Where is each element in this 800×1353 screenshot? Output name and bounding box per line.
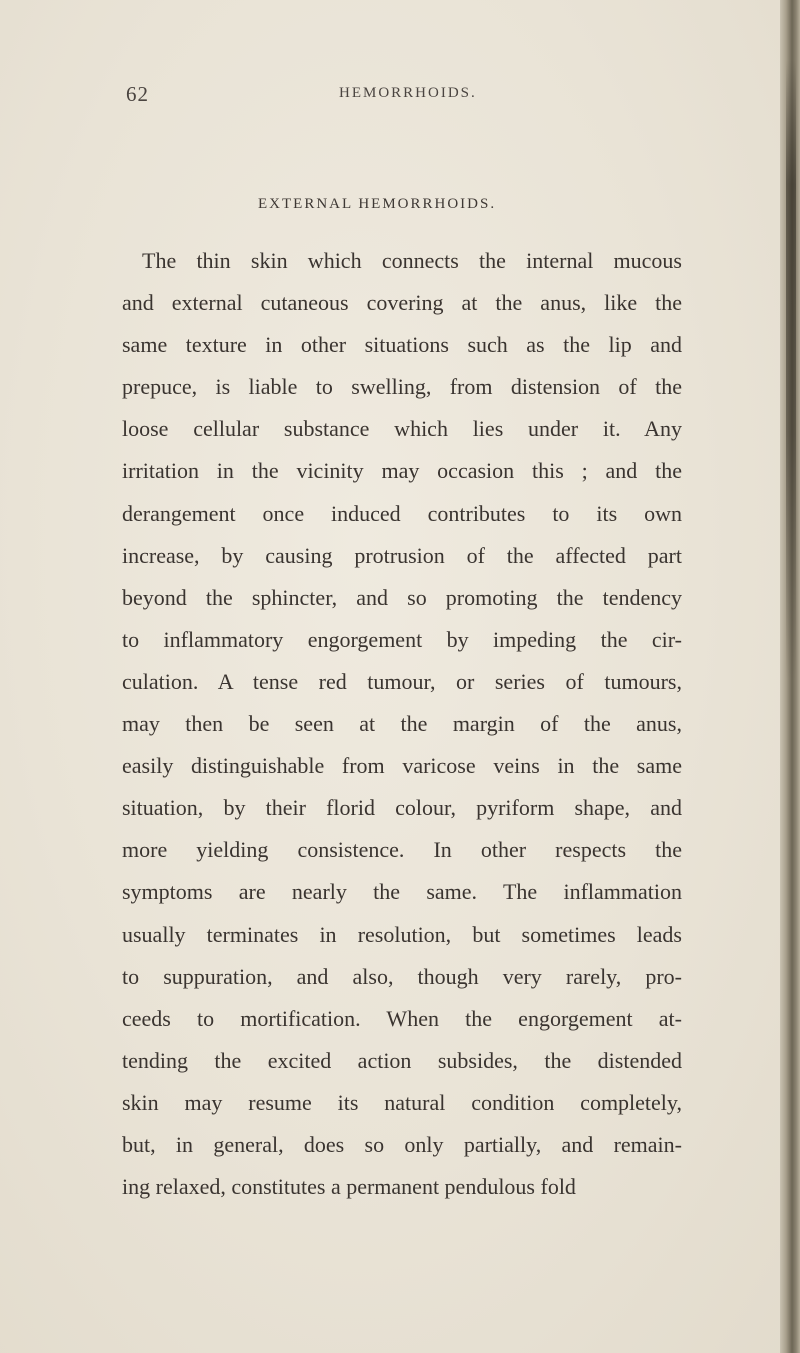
text-line: The thin skin which connects the internal mucous	[142, 248, 682, 273]
text-line: prepuce, is liable to swelling, from distension of the	[122, 374, 682, 400]
running-title: HEMORRHOIDS.	[339, 85, 477, 101]
text-line: irritation in the vicinity may occasion this ; and the	[122, 458, 682, 484]
text-line: ceeds to mortification. When the engorgement at-	[122, 1005, 682, 1031]
page-number: 62	[126, 82, 149, 106]
text-line: beyond the sphincter, and so promoting the tendency	[122, 584, 682, 610]
text-line: culation. A tense red tumour, or series of tumours,	[122, 668, 682, 694]
text-line: derangement once induced contributes to its own	[122, 500, 682, 526]
text-line: to inflammatory engorgement by impeding the cir-	[122, 626, 682, 652]
running-head	[0, 82, 800, 112]
text-line: ing relaxed, constitutes a permanent pendulous fold	[122, 1174, 576, 1200]
text-line: and external cutaneous covering at the anus, like the	[122, 290, 682, 316]
text-line: tending the excited action subsides, the distended	[122, 1047, 682, 1073]
section-heading: EXTERNAL HEMORRHOIDS.	[258, 196, 497, 212]
text-line: may then be seen at the margin of the anus,	[122, 711, 682, 737]
text-line: usually terminates in resolution, but sometimes leads	[122, 921, 682, 947]
text-line: increase, by causing protrusion of the affected part	[122, 542, 682, 568]
text-line: loose cellular substance which lies under it. Any	[122, 416, 682, 442]
body-paragraph	[122, 240, 682, 1208]
text-line: more yielding consistence. In other respects the	[122, 837, 682, 863]
text-line: but, in general, does so only partially, and remain-	[122, 1131, 682, 1157]
text-line: easily distinguishable from varicose veins in the same	[122, 753, 682, 779]
page-edge-shadow	[786, 60, 796, 680]
text-line: skin may resume its natural condition completely,	[122, 1089, 682, 1115]
text-line: to suppuration, and also, though very rarely, pro-	[122, 963, 682, 989]
text-line: situation, by their florid colour, pyriform shape, and	[122, 795, 682, 821]
text-line: symptoms are nearly the same. The inflammation	[122, 879, 682, 905]
text-line: same texture in other situations such as the lip and	[122, 332, 682, 358]
